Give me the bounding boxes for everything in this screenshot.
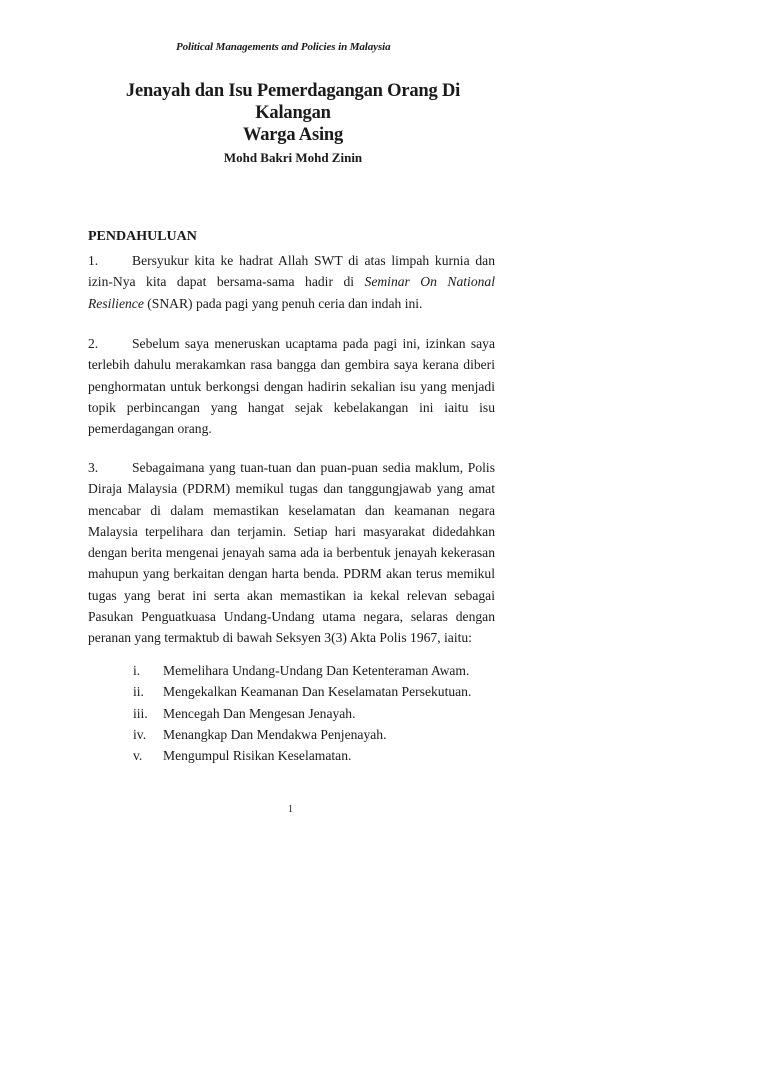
- section-heading: PENDAHULUAN: [88, 229, 197, 244]
- list-item-text: Mengekalkan Keamanan Dan Keselamatan Persekutuan.: [163, 684, 472, 700]
- paragraph-number: 1.: [88, 253, 99, 268]
- list-item-text: Memelihara Undang-Undang Dan Ketenteraman Awam.: [163, 663, 470, 678]
- list-item-text: Mengumpul Risikan Keselamatan.: [163, 748, 352, 764]
- paragraph-text: Sebagaimana yang tuan-tuan dan puan-puan sedia maklum, Polis Diraja Malaysia (PDRM) memikul tugas dan tanggungjawab yang amat mencabar di dalam memastikan keselamatan dan keamanan negara Malaysia terpelihara dan terjamin. Setiap hari masyarakat didedahkan dengan berita mengenai jenayah sama ada ia berbentuk jenayah kekerasan mahupun yang berkaitan dengan harta benda. PDRM akan terus memikul tugas yang berat ini serta akan memastikan ia kekal relevan sebagai Pasukan Penguatkuasa Undang-Undang utama negara, selaras dengan peranan yang termaktub di bawah Seksyen 3(3) Akta Polis 1967, iaitu:: [88, 460, 495, 646]
- list-numeral: iv.: [133, 726, 147, 742]
- paragraph-2: [88, 333, 495, 439]
- list-numeral: v.: [133, 748, 143, 764]
- document-title: [88, 80, 498, 146]
- list-numeral: ii.: [133, 684, 144, 700]
- paragraph-text: Sebelum saya meneruskan ucaptama pada pagi ini, izinkan saya terlebih dahulu merakamkan rasa bangga dan gembira saya kerana diberi penghormatan untuk berkongsi dengan hadirin sekalian isu yang menjadi topik perbincangan yang hangat sejak kebelakangan ini iaitu isu pemerdagangan orang.: [88, 336, 495, 437]
- paragraph-number: 2.: [88, 336, 99, 351]
- paragraph-text: Bersyukur kita ke hadrat Allah SWT di atas limpah kurnia dan izin-Nya kita dapat bersama-sama hadir di: [88, 253, 495, 290]
- list-numeral: iii.: [133, 705, 148, 721]
- list-item: [133, 745, 471, 766]
- list-item: [133, 703, 471, 724]
- list-item: [133, 681, 471, 702]
- paragraph-text: (SNAR) pada pagi yang penuh ceria dan indah ini.: [143, 295, 423, 311]
- paragraph-3: [88, 457, 495, 649]
- list-item-text: Menangkap Dan Mendakwa Penjenayah.: [163, 726, 387, 742]
- list-item: [133, 724, 471, 745]
- paragraph-1: [88, 250, 495, 314]
- seminar-name: Seminar On National Resilience: [88, 274, 495, 311]
- author-name: Mohd Bakri Mohd Zinin: [223, 150, 363, 165]
- police-duties-list: [133, 660, 471, 766]
- title-line-1: Jenayah dan Isu Pemerdagangan Orang Di Kalangan: [125, 81, 461, 123]
- title-line-2: Warga Asing: [242, 125, 344, 145]
- list-item: [133, 660, 471, 681]
- list-item-text: Mencegah Dan Mengesan Jenayah.: [163, 705, 356, 721]
- running-header: Political Managements and Policies in Malaysia: [176, 41, 391, 53]
- paragraph-number: 3.: [88, 460, 99, 475]
- list-numeral: i.: [133, 663, 141, 678]
- page-number: 1: [288, 804, 293, 815]
